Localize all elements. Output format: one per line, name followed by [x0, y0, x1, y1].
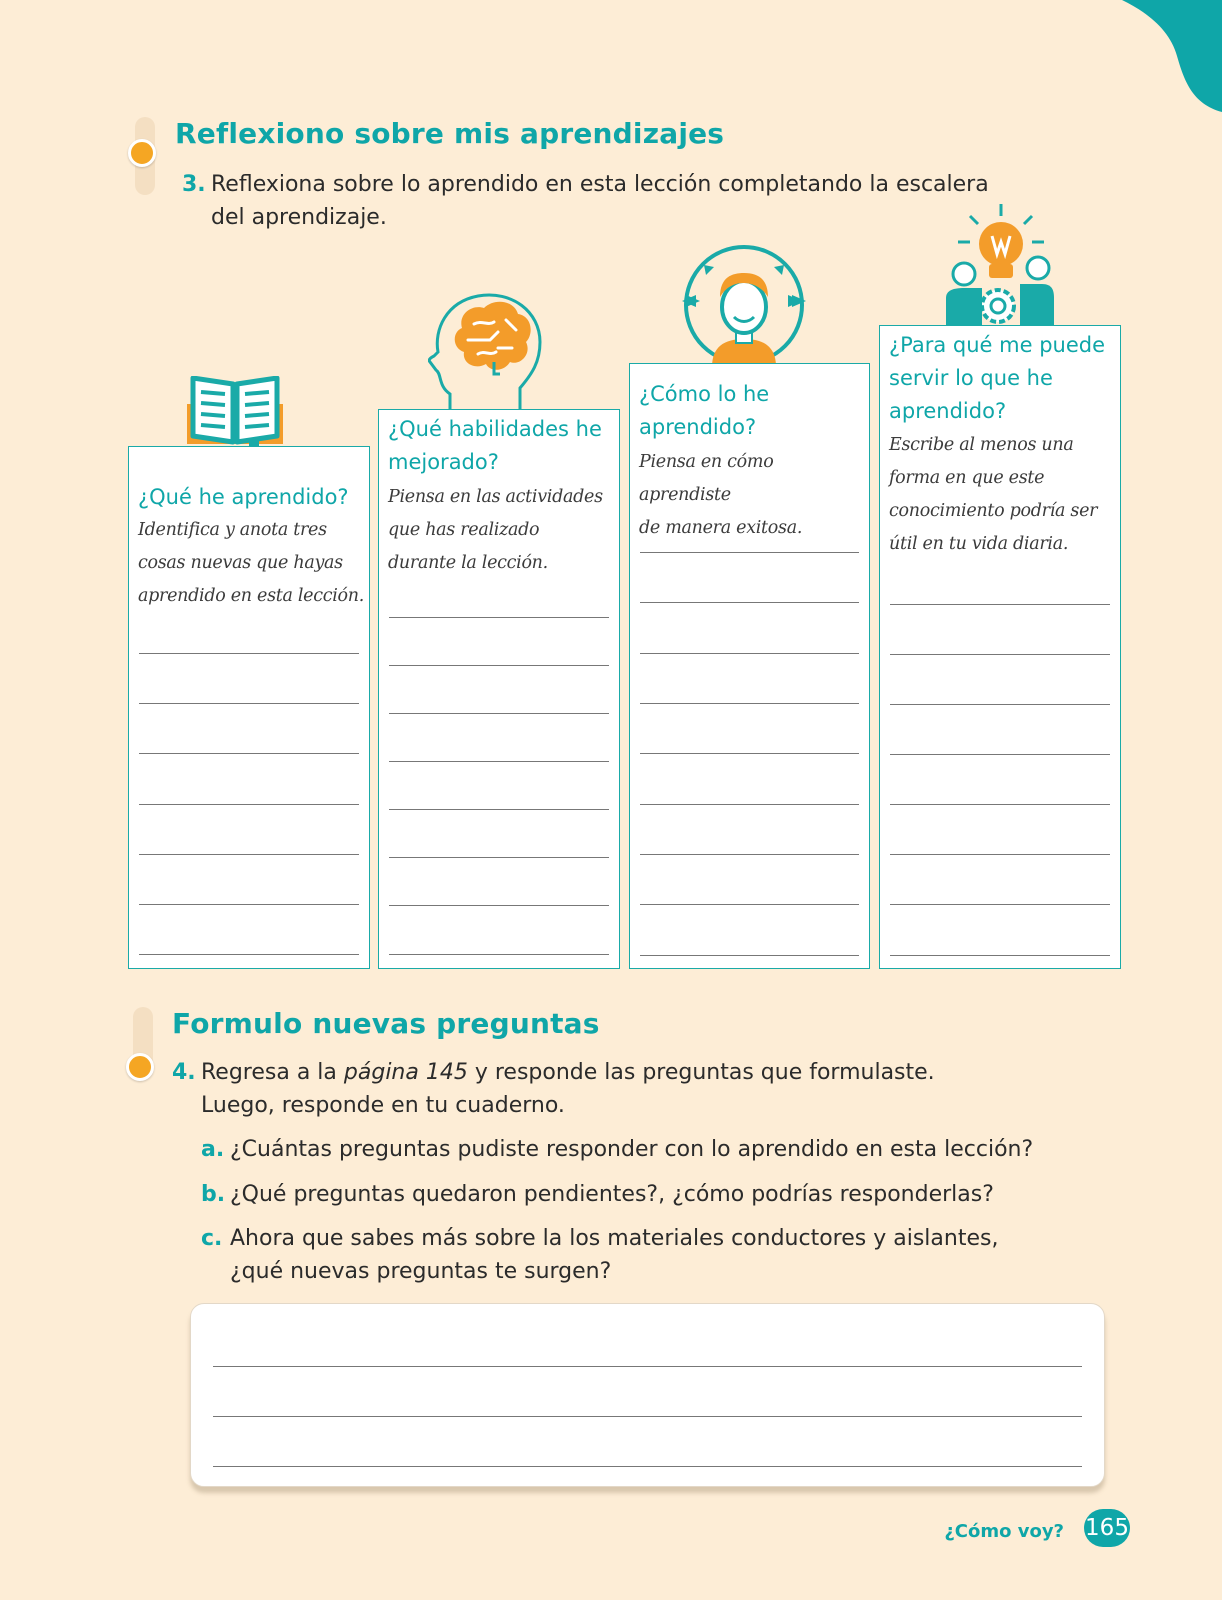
sub-question-a: [201, 1133, 1110, 1166]
ladder-hint-line: forma en que este: [889, 468, 1045, 488]
brain-head-icon: [428, 290, 548, 414]
section-title-reflexiono: Reflexiono sobre mis aprendizajes: [175, 117, 725, 150]
ladder-box-habilidades: [378, 409, 620, 969]
writing-line[interactable]: [890, 704, 1110, 705]
sub-question-text: ¿Qué preguntas quedaron pendientes?, ¿cómo podrías responderlas?: [230, 1182, 994, 1207]
answer-box: [190, 1303, 1105, 1487]
ladder-box-como-lo-he-aprendido: [629, 363, 870, 969]
writing-line[interactable]: [139, 753, 359, 754]
writing-line[interactable]: [139, 703, 359, 704]
writing-line[interactable]: [890, 654, 1110, 655]
instruction-number: 4.: [172, 1060, 196, 1085]
writing-line[interactable]: [890, 604, 1110, 605]
writing-line[interactable]: [640, 854, 859, 855]
sub-question-letter: b.: [201, 1182, 226, 1207]
ladder-hint-line: Identifica y anota tres: [138, 520, 327, 540]
sub-question-text: ¿Cuántas preguntas pudiste responder con lo aprendido en esta lección?: [230, 1137, 1034, 1162]
instruction-text-line: Reflexiona sobre lo aprendido en esta lección completando la escalera: [211, 172, 989, 197]
writing-line[interactable]: [890, 854, 1110, 855]
ladder-hint-line: Escribe al menos una: [889, 435, 1074, 455]
ladder-question-line: mejorado?: [388, 450, 499, 474]
page-number-badge: 165: [1084, 1509, 1130, 1547]
ladder-hint: [639, 446, 865, 545]
writing-line[interactable]: [640, 904, 859, 905]
ladder-hint-line: Piensa en cómo aprendiste: [639, 452, 774, 505]
ladder-question-line: aprendido?: [639, 415, 757, 439]
writing-line[interactable]: [890, 754, 1110, 755]
writing-line[interactable]: [640, 552, 859, 553]
ladder-question-line: aprendido?: [889, 399, 1007, 423]
section-marker-dot: [128, 139, 156, 167]
ladder-question: [889, 329, 1114, 428]
lightbulb-gear-icon: [942, 202, 1060, 330]
ladder-hint-line: Piensa en las actividades: [388, 487, 603, 507]
footer-section-label: ¿Cómo voy?: [944, 1521, 1064, 1542]
sub-question-text: ¿qué nuevas preguntas te surgen?: [230, 1259, 612, 1284]
writing-line[interactable]: [389, 761, 609, 762]
ladder-hint: [388, 481, 615, 580]
writing-line[interactable]: [139, 854, 359, 855]
ladder-question: [639, 378, 863, 444]
instruction-text: Regresa a la: [201, 1060, 344, 1085]
ladder-box-para-que: [879, 325, 1121, 969]
ladder-hint-line: durante la lección.: [388, 553, 548, 573]
writing-line[interactable]: [139, 904, 359, 905]
writing-line[interactable]: [213, 1366, 1082, 1367]
ladder-hint-line: de manera exitosa.: [639, 518, 803, 538]
sub-question-letter: a.: [201, 1137, 225, 1162]
open-book-icon: [185, 376, 285, 456]
writing-line[interactable]: [389, 857, 609, 858]
writing-line[interactable]: [389, 809, 609, 810]
writing-line[interactable]: [389, 954, 609, 955]
writing-line[interactable]: [139, 954, 359, 955]
ladder-hint-line: útil en tu vida diaria.: [889, 534, 1069, 554]
instruction-4: [172, 1056, 1101, 1122]
writing-line[interactable]: [389, 665, 609, 666]
writing-line[interactable]: [640, 653, 859, 654]
ladder-hint-line: aprendido en esta lección.: [138, 586, 365, 606]
section-marker-dot: [126, 1053, 154, 1081]
writing-line[interactable]: [640, 753, 859, 754]
sub-question-b: [201, 1178, 1110, 1211]
writing-line[interactable]: [890, 804, 1110, 805]
instruction-text: y responde las preguntas que formulaste.: [467, 1060, 935, 1085]
ladder-hint-line: conocimiento podría ser: [889, 501, 1098, 521]
writing-line[interactable]: [890, 955, 1110, 956]
ladder-hint-line: cosas nuevas que hayas: [138, 553, 343, 573]
writing-line[interactable]: [640, 804, 859, 805]
ladder-question-line: ¿Cómo lo he: [639, 382, 770, 406]
writing-line[interactable]: [213, 1466, 1082, 1467]
ladder-hint: [138, 514, 365, 613]
writing-line[interactable]: [389, 617, 609, 618]
ladder-question: [388, 413, 613, 479]
writing-line[interactable]: [640, 955, 859, 956]
ladder-question: ¿Qué he aprendido?: [138, 485, 349, 509]
writing-line[interactable]: [389, 905, 609, 906]
writing-line[interactable]: [139, 804, 359, 805]
instruction-text-line: del aprendizaje.: [211, 205, 387, 230]
page-reference: página 145: [343, 1060, 468, 1085]
instruction-text-line: Luego, responde en tu cuaderno.: [201, 1093, 565, 1118]
instruction-text-line: [201, 1056, 1101, 1089]
ladder-question-line: ¿Qué habilidades he: [388, 417, 602, 441]
ladder-box-que-he-aprendido: [128, 446, 370, 969]
ladder-question-line: ¿Para qué me puede: [889, 333, 1106, 357]
writing-line[interactable]: [890, 904, 1110, 905]
writing-line[interactable]: [213, 1416, 1082, 1417]
corner-decoration: [1122, 0, 1222, 112]
sub-question-text: Ahora que sabes más sobre la los materiales conductores y aislantes,: [230, 1226, 999, 1251]
section-marker: [135, 117, 155, 195]
section-title-formulo: Formulo nuevas preguntas: [172, 1007, 600, 1040]
ladder-question-line: servir lo que he: [889, 366, 1053, 390]
writing-line[interactable]: [640, 602, 859, 603]
writing-line[interactable]: [139, 653, 359, 654]
ladder-hint: [889, 429, 1116, 561]
sub-question-letter: c.: [201, 1226, 223, 1251]
ladder-hint-line: que has realizado: [388, 520, 540, 540]
writing-line[interactable]: [640, 703, 859, 704]
sub-question-c: [201, 1222, 1110, 1288]
writing-line[interactable]: [389, 713, 609, 714]
instruction-number: 3.: [182, 172, 206, 197]
section-marker: [133, 1007, 153, 1077]
person-arrows-icon: [682, 243, 806, 367]
